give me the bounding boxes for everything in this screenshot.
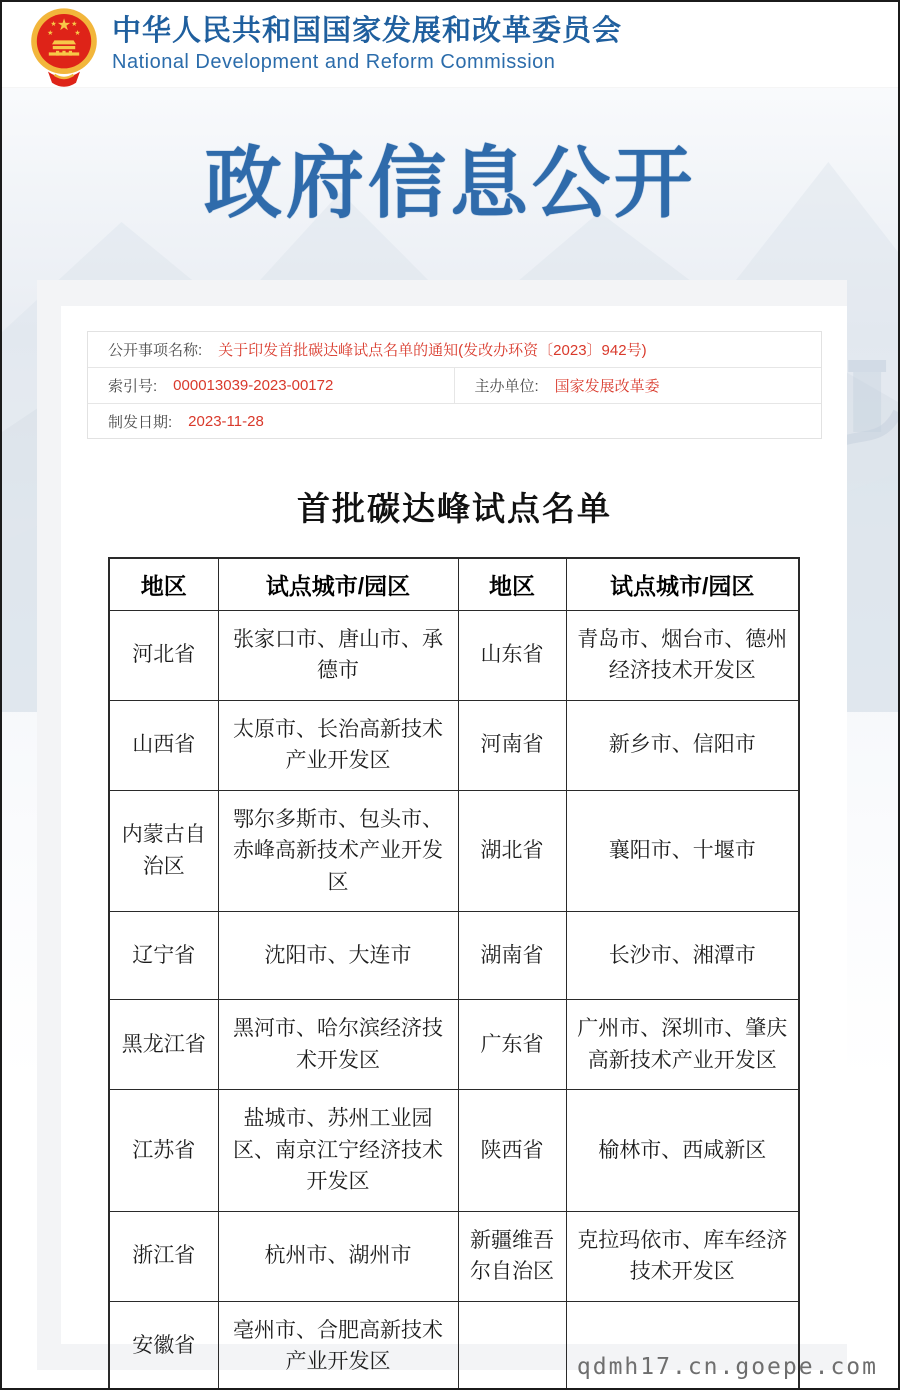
- issue-date-label: 制发日期:: [108, 413, 173, 431]
- table-row: [109, 700, 799, 790]
- site-logo-link[interactable]: [112, 16, 622, 73]
- pilot-table-body: [109, 610, 799, 1390]
- cities-cell: 克拉玛依市、库车经济技术开发区: [566, 1211, 799, 1301]
- info-row-index-organizer: [88, 367, 821, 403]
- cities-cell: 沈阳市、大连市: [218, 912, 458, 1000]
- svg-text:★: ★: [50, 18, 57, 28]
- table-row: [109, 1000, 799, 1090]
- region-cell: 河南省: [458, 700, 566, 790]
- column-header-region-2: 地区: [458, 558, 566, 610]
- region-cell: 新疆维吾尔自治区: [458, 1211, 566, 1301]
- region-cell: 湖北省: [458, 790, 566, 912]
- document-title: 首批碳达峰试点名单: [297, 489, 612, 528]
- table-row: [109, 610, 799, 700]
- svg-text:★: ★: [71, 18, 78, 28]
- cities-cell: 青岛市、烟台市、德州经济技术开发区: [566, 610, 799, 700]
- column-header-region-1: 地区: [109, 558, 218, 610]
- region-cell: 江苏省: [109, 1090, 218, 1212]
- region-cell: 辽宁省: [109, 912, 218, 1000]
- column-header-cities-2: 试点城市/园区: [566, 558, 799, 610]
- table-header-row: [109, 558, 799, 610]
- index-no-label: 索引号:: [108, 378, 158, 395]
- site-title-english: National Development and Reform Commission: [112, 50, 556, 73]
- table-row: [109, 1090, 799, 1212]
- organizer-value: 国家发展改革委: [554, 378, 660, 395]
- svg-text:★: ★: [56, 16, 72, 34]
- region-cell: 广东省: [458, 1000, 566, 1090]
- cities-cell: 杭州市、湖州市: [218, 1211, 458, 1301]
- cities-cell: 广州市、深圳市、肇庆高新技术产业开发区: [566, 1000, 799, 1090]
- cities-cell: 榆林市、西咸新区: [566, 1090, 799, 1212]
- region-cell: 山西省: [109, 700, 218, 790]
- index-no-value: 000013039-2023-00172: [173, 377, 334, 394]
- region-cell: 山东省: [458, 610, 566, 700]
- cities-cell: 襄阳市、十堰市: [566, 790, 799, 912]
- region-cell: 浙江省: [109, 1211, 218, 1301]
- svg-text:★: ★: [47, 27, 54, 37]
- disclosure-info-box: [87, 331, 822, 439]
- subject-label: 公开事项名称:: [108, 342, 203, 359]
- watermark-text: qdmh17.cn.goepe.com: [576, 1354, 878, 1380]
- banner-title: 政府信息公开: [203, 139, 696, 227]
- cities-cell: 盐城市、苏州工业园区、南京江宁经济技术开发区: [218, 1090, 458, 1212]
- cities-cell: 太原市、长治高新技术产业开发区: [218, 700, 458, 790]
- cities-cell: 黑河市、哈尔滨经济技术开发区: [218, 1000, 458, 1090]
- national-emblem-icon[interactable]: [24, 4, 104, 88]
- cities-cell: 张家口市、唐山市、承德市: [218, 610, 458, 700]
- region-cell: 黑龙江省: [109, 1000, 218, 1090]
- issue-date-value: 2023-11-28: [188, 412, 264, 430]
- info-cell-index-no: [88, 368, 455, 403]
- svg-text:★: ★: [74, 27, 81, 37]
- table-row: [109, 1211, 799, 1301]
- site-header: [2, 2, 898, 88]
- content-card: [37, 280, 847, 1373]
- cities-cell: 新乡市、信阳市: [566, 700, 799, 790]
- section-banner: [2, 88, 898, 280]
- subject-value: 关于印发首批碳达峰试点名单的通知(发改办环资〔2023〕942号): [218, 342, 647, 359]
- table-row: [109, 912, 799, 1000]
- region-cell: 河北省: [109, 610, 218, 700]
- site-title-chinese: 中华人民共和国国家发展和改革委员会: [112, 15, 623, 48]
- region-cell: 内蒙古自治区: [109, 790, 218, 912]
- pilot-list-table: [108, 557, 800, 1390]
- info-cell-organizer: [455, 368, 822, 403]
- cities-cell: 鄂尔多斯市、包头市、赤峰高新技术产业开发区: [218, 790, 458, 912]
- region-cell: [458, 1301, 566, 1390]
- table-header: [109, 558, 799, 610]
- column-header-cities-1: 试点城市/园区: [218, 558, 458, 610]
- cities-cell: 亳州市、合肥高新技术产业开发区: [218, 1301, 458, 1390]
- region-cell: 陕西省: [458, 1090, 566, 1212]
- region-cell: 湖南省: [458, 912, 566, 1000]
- region-cell: 安徽省: [109, 1301, 218, 1390]
- cities-cell: 长沙市、湘潭市: [566, 912, 799, 1000]
- table-row: [109, 790, 799, 912]
- info-row-subject: [88, 332, 821, 367]
- organizer-label: 主办单位:: [474, 378, 539, 395]
- info-row-issue-date: [88, 403, 821, 438]
